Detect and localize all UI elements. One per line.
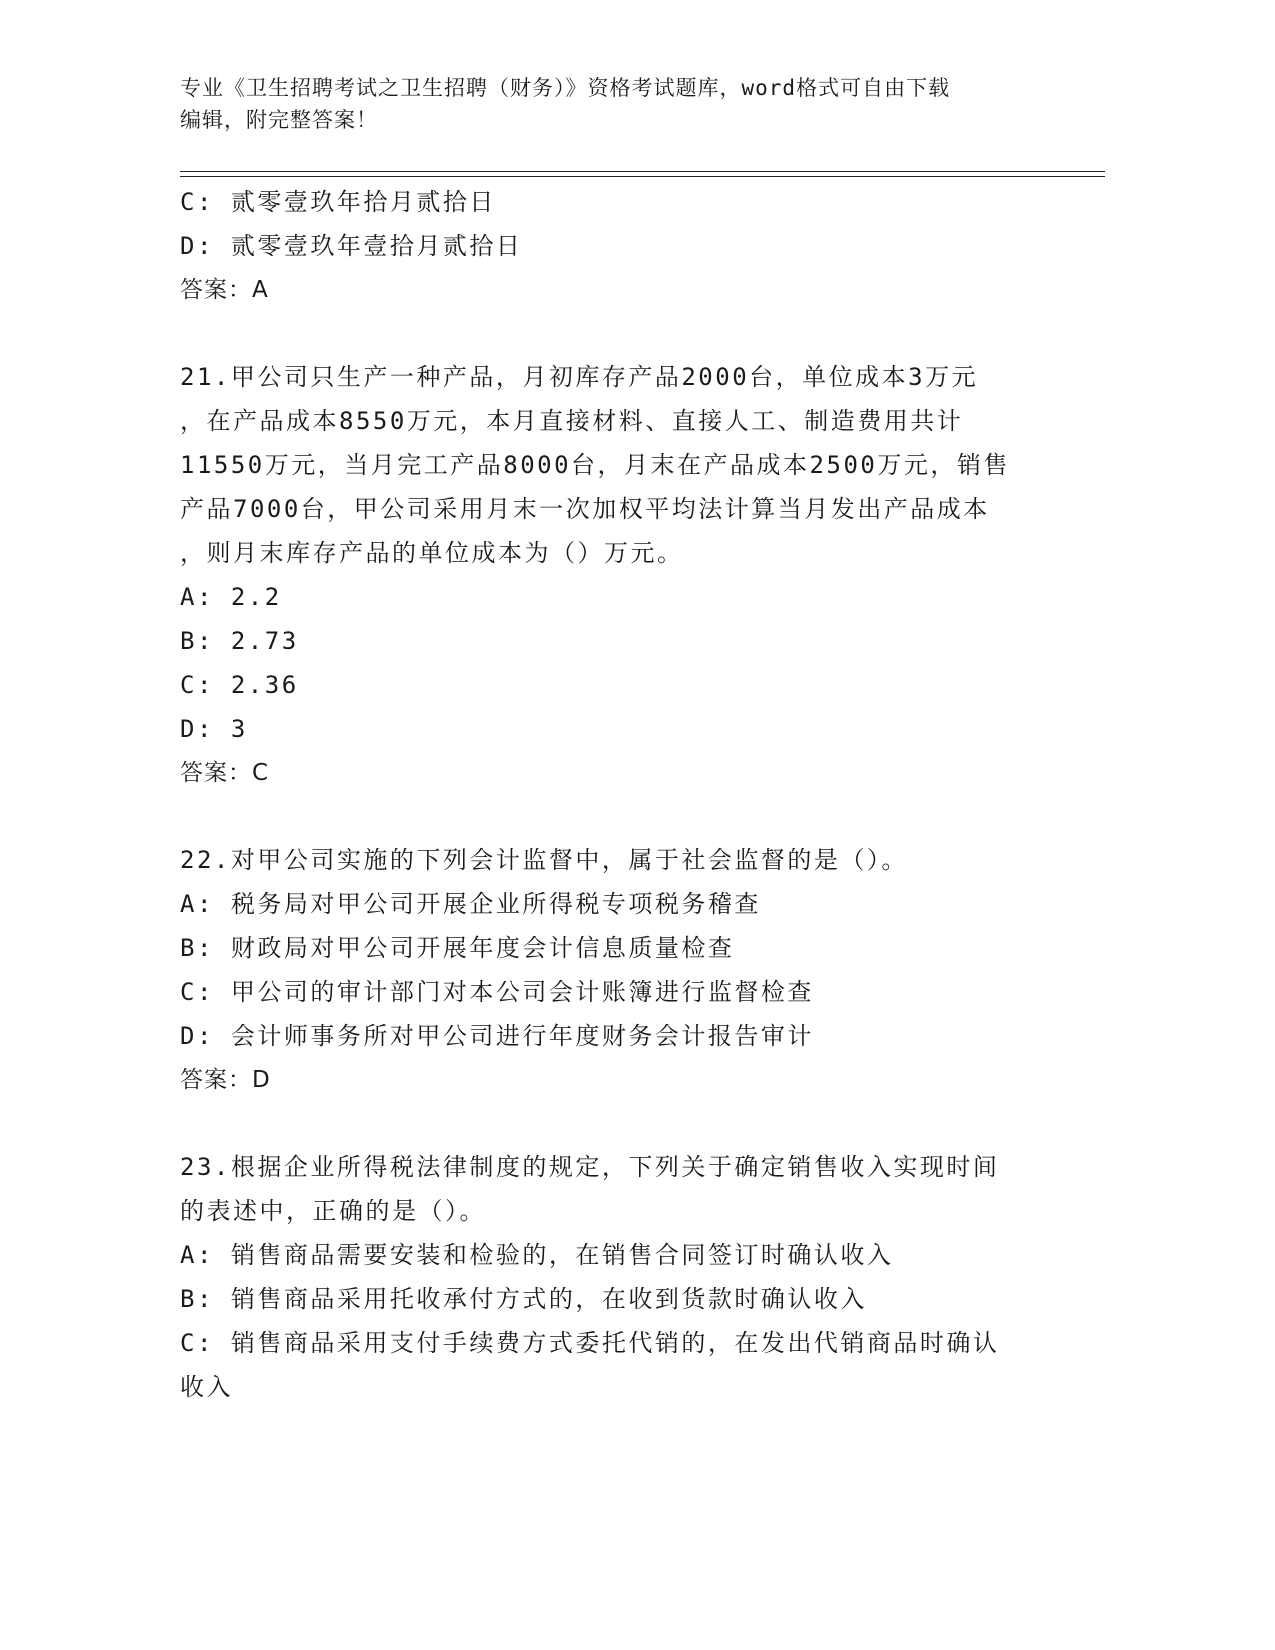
question-list (180, 180, 1060, 1409)
option-a (180, 575, 1060, 619)
question-22 (180, 838, 1060, 1102)
header-divider-bottom (180, 176, 1105, 177)
question-23 (180, 1145, 1060, 1409)
question-stem-line: 11550万元，当月完工产品8000台，月末在产品成本2500万元，销售 (180, 451, 1010, 479)
option-label: D: (180, 1022, 214, 1050)
option-c (180, 1321, 1060, 1365)
option-text: 销售商品需要安装和检验的，在销售合同签订时确认收入 (230, 1241, 894, 1269)
document-header (180, 72, 1060, 136)
option-label: B: (180, 1285, 214, 1313)
option-text: 2.2 (230, 583, 282, 611)
option-label: B: (180, 934, 214, 962)
option-text: 3 (230, 715, 248, 743)
option-text: 甲公司的审计部门对本公司会计账簿进行监督检查 (230, 978, 814, 1006)
option-label: D: (180, 232, 214, 260)
option-a (180, 882, 1060, 926)
option-label: A: (180, 1241, 214, 1269)
option-label: A: (180, 583, 214, 611)
question-stem-line: 21.甲公司只生产一种产品，月初库存产品2000台，单位成本3万元 (180, 363, 979, 391)
header-line-2: 编辑，附完整答案！ (180, 108, 378, 132)
option-c (180, 180, 1060, 224)
question-stem-line: 22.对甲公司实施的下列会计监督中，属于社会监督的是（）。 (180, 846, 908, 874)
header-line-1: 专业《卫生招聘考试之卫生招聘（财务）》资格考试题库，word格式可自由下载 (180, 76, 951, 100)
option-b (180, 926, 1060, 970)
question-stem-line: 产品7000台，甲公司采用月末一次加权平均法计算当月发出产品成本 (180, 495, 990, 523)
option-d (180, 1014, 1060, 1058)
option-label: C: (180, 671, 214, 699)
answer-line: 答案：C (180, 760, 270, 786)
option-text: 2.73 (230, 627, 299, 655)
option-text: 2.36 (230, 671, 299, 699)
option-label: B: (180, 627, 214, 655)
answer-line: 答案：A (180, 277, 269, 303)
option-text: 税务局对甲公司开展企业所得税专项税务稽查 (230, 890, 761, 918)
question-21 (180, 355, 1060, 795)
option-label: C: (180, 1329, 214, 1357)
option-d (180, 707, 1060, 751)
option-d (180, 224, 1060, 268)
option-label: A: (180, 890, 214, 918)
option-text: 财政局对甲公司开展年度会计信息质量检查 (230, 934, 735, 962)
answer-line: 答案：D (180, 1067, 271, 1093)
option-a (180, 1233, 1060, 1277)
option-label: C: (180, 978, 214, 1006)
option-continuation: 收入 (180, 1373, 233, 1401)
option-b (180, 1277, 1060, 1321)
question-stem-line: ，则月末库存产品的单位成本为（）万元。 (180, 539, 684, 567)
option-text: 贰零壹玖年拾月贰拾日 (230, 188, 496, 216)
option-text: 贰零壹玖年壹拾月贰拾日 (230, 232, 523, 260)
option-text: 销售商品采用支付手续费方式委托代销的，在发出代销商品时确认 (230, 1329, 1000, 1357)
option-b (180, 619, 1060, 663)
option-text: 会计师事务所对甲公司进行年度财务会计报告审计 (230, 1022, 814, 1050)
option-label: C: (180, 188, 214, 216)
option-label: D: (180, 715, 214, 743)
header-divider-top (180, 171, 1105, 172)
option-c (180, 663, 1060, 707)
option-text: 销售商品采用托收承付方式的，在收到货款时确认收入 (230, 1285, 867, 1313)
question-stem-line: 23.根据企业所得税法律制度的规定，下列关于确定销售收入实现时间 (180, 1153, 1000, 1181)
option-c (180, 970, 1060, 1014)
question-stem-line: 的表述中，正确的是（）。 (180, 1197, 486, 1225)
question-stem-line: ，在产品成本8550万元，本月直接材料、直接人工、制造费用共计 (180, 407, 964, 435)
